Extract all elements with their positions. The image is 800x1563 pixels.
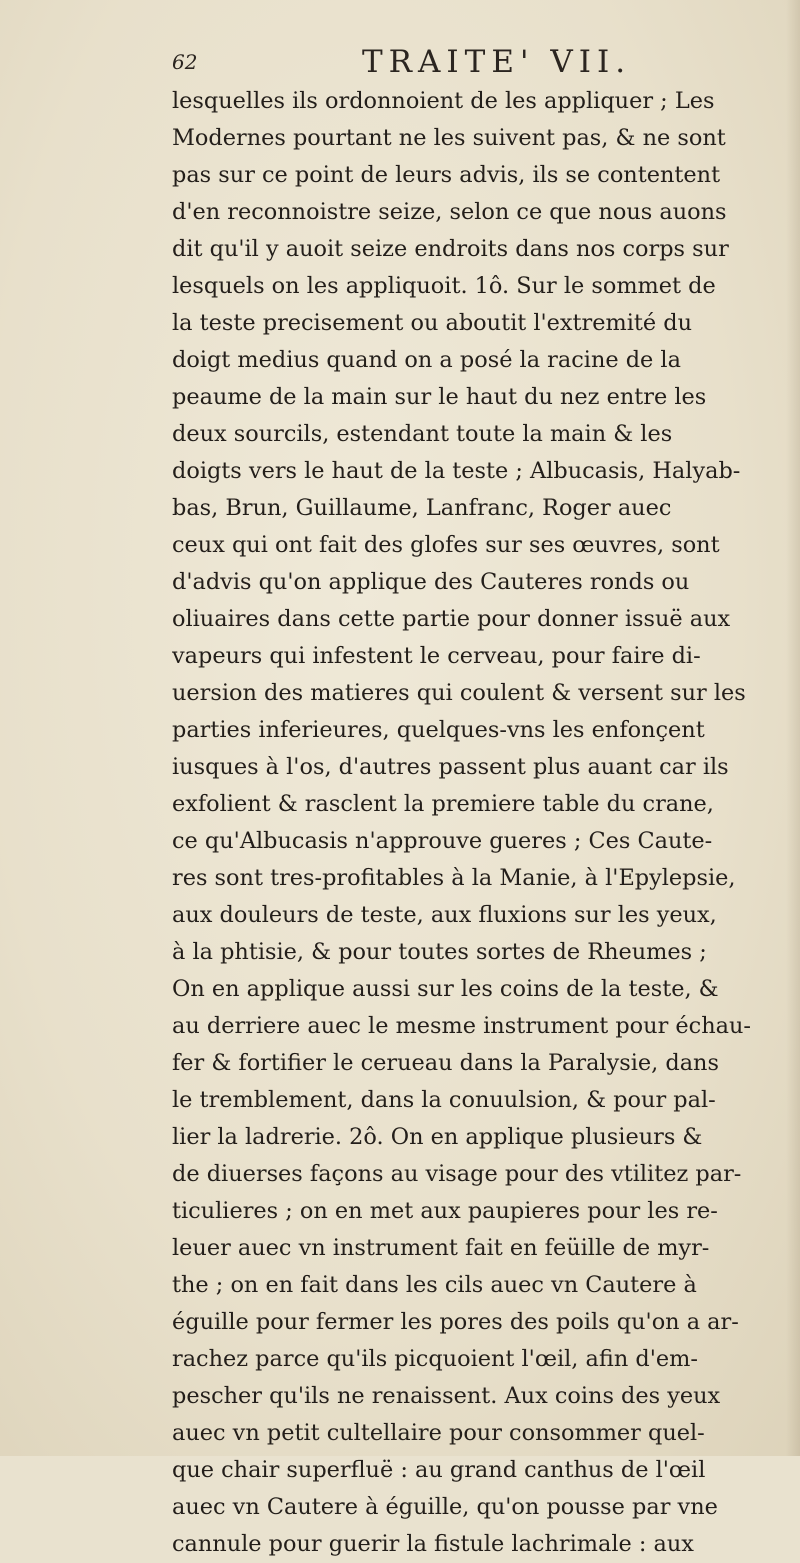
running-head (172, 44, 772, 84)
text-line: uersion des matieres qui coulent & versent sur les (172, 680, 746, 706)
text-line: the ; on en fait dans les cils auec vn Cautere à (172, 1272, 697, 1298)
text-line: à la phtisie, & pour toutes sortes de Rheumes ; (172, 939, 707, 965)
text-line: aux douleurs de teste, aux fluxions sur les yeux, (172, 902, 717, 928)
text-line: parties inferieures, quelques-vns les enfonçent (172, 717, 705, 743)
text-line: d'en reconnoistre seize, selon ce que nous auons (172, 199, 727, 225)
text-line: pas sur ce point de leurs advis, ils se contentent (172, 162, 721, 188)
text-line: ce qu'Albucasis n'approuve gueres ; Ces Caute- (172, 828, 713, 854)
text-line: leuer auec vn instrument fait en feüille de myr- (172, 1235, 710, 1261)
text-line: d'advis qu'on applique des Cauteres ronds ou (172, 569, 690, 595)
text-line: iusques à l'os, d'autres passent plus auant car ils (172, 754, 729, 780)
text-line: auec vn petit cultellaire pour consommer quel- (172, 1420, 705, 1446)
chapter-title: TRAITE' VII. (362, 44, 632, 80)
text-line: que chair superfluë : au grand canthus de l'œil (172, 1457, 706, 1483)
text-line: deux sourcils, estendant toute la main & les (172, 421, 673, 447)
text-line: doigt medius quand on a posé la racine de la (172, 347, 681, 373)
text-line: fer & fortifier le cerueau dans la Paralysie, dans (172, 1050, 719, 1076)
text-line: au derriere auec le mesme instrument pour échau- (172, 1013, 751, 1039)
text-line: la teste precisement ou aboutit l'extremité du (172, 310, 693, 336)
text-line: Modernes pourtant ne les suivent pas, & ne sont (172, 125, 726, 151)
text-line: bas, Brun, Guillaume, Lanfranc, Roger auec (172, 495, 672, 521)
text-line: exfolient & rasclent la premiere table du crane, (172, 791, 714, 817)
text-line: oliuaires dans cette partie pour donner issuë aux (172, 606, 731, 632)
text-line: doigts vers le haut de la teste ; Albucasis, Halyab- (172, 458, 741, 484)
text-line: de diuerses façons au visage pour des vtilitez par- (172, 1161, 742, 1187)
text-line: peaume de la main sur le haut du nez entre les (172, 384, 707, 410)
text-line: rachez parce qu'ils picquoient l'œil, afin d'em- (172, 1346, 698, 1372)
text-line: pescher qu'ils ne renaissent. Aux coins des yeux (172, 1383, 721, 1409)
text-line: lier la ladrerie. 2ô. On en applique plusieurs & (172, 1124, 703, 1150)
text-line: dit qu'il y auoit seize endroits dans nos corps sur (172, 236, 729, 262)
text-line: ceux qui ont fait des glofes sur ses œuvres, sont (172, 532, 720, 558)
text-line: lesquels on les appliquoit. 1ô. Sur le sommet de (172, 273, 716, 299)
text-line: On en applique aussi sur les coins de la teste, & (172, 976, 719, 1002)
text-line: ticulieres ; on en met aux paupieres pour les re- (172, 1198, 718, 1224)
page-number: 62 (172, 50, 198, 74)
text-line: lesquelles ils ordonnoient de les appliquer ; Les (172, 88, 715, 114)
text-line: res sont tres-profitables à la Manie, à l'Epylepsie, (172, 865, 736, 891)
text-line: auec vn Cautere à éguille, qu'on pousse par vne (172, 1494, 718, 1520)
text-line: cannule pour guerir la fistule lachrimale : aux (172, 1531, 694, 1557)
text-line: éguille pour fermer les pores des poils qu'on a ar- (172, 1309, 739, 1335)
text-line: vapeurs qui infestent le cerveau, pour faire di- (172, 643, 701, 669)
page-edge-shadow (786, 0, 800, 1456)
body-text (172, 83, 794, 1563)
text-line: le tremblement, dans la conuulsion, & pour pal- (172, 1087, 716, 1113)
